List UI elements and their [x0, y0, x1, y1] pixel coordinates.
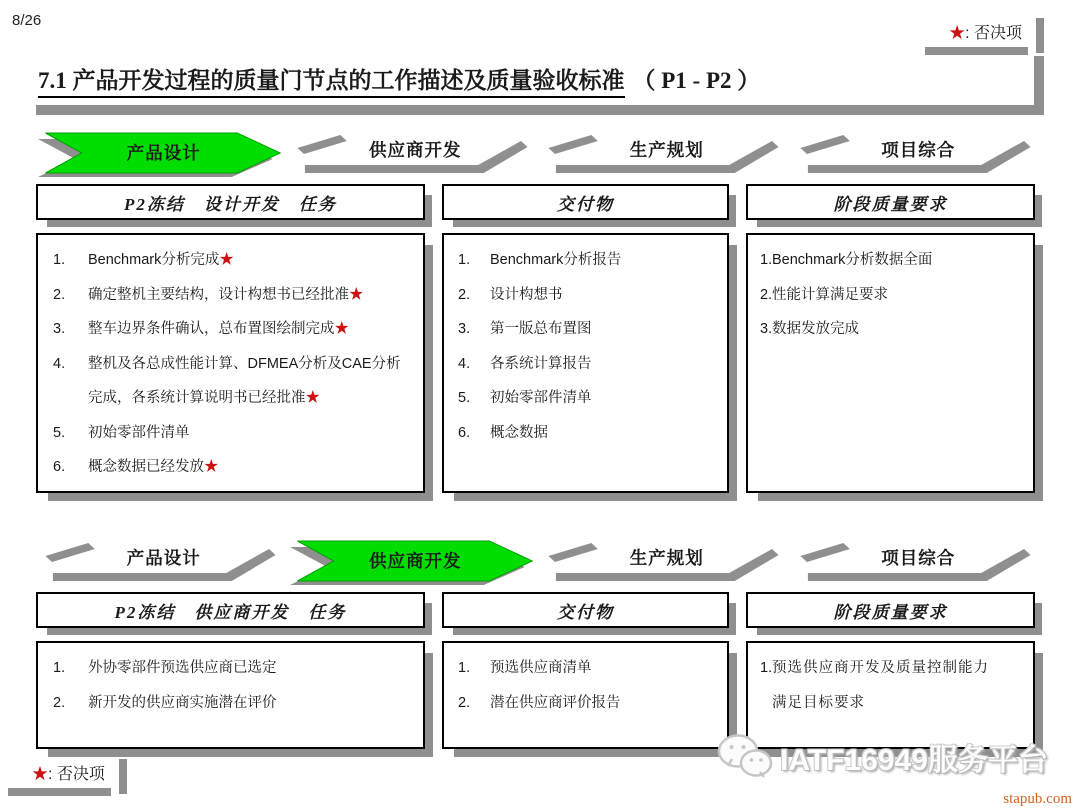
item-text: 外协零部件预选供应商已选定 [88, 660, 277, 676]
legend-separator: : [965, 25, 970, 42]
veto-star-icon: ★ [204, 459, 219, 475]
column [442, 184, 729, 493]
list-item [444, 243, 727, 278]
item-number: 4. [53, 355, 66, 372]
page-number: 8/26 [12, 12, 42, 29]
item-text: 整车边界条件确认，总布置图绘制完成★ [88, 321, 349, 337]
stage [38, 539, 290, 585]
list-item [444, 416, 727, 451]
list-item [444, 381, 727, 416]
stage-label: 项目综合 [881, 547, 956, 568]
list-item [748, 651, 1033, 720]
stage-label: 项目综合 [881, 139, 956, 160]
item-list [38, 243, 423, 485]
item-text: 新开发的供应商实施潜在评价 [88, 694, 277, 711]
item-number: 1. [760, 252, 773, 268]
stage [793, 131, 1045, 177]
column [442, 592, 729, 749]
item-text: 预选供应商清单 [490, 660, 592, 676]
title-text: 7.1 产品开发过程的质量门节点的工作描述及质量验收标准 [38, 68, 625, 98]
item-number: 2. [760, 286, 773, 303]
veto-star-icon: ★ [219, 252, 234, 268]
column-body [36, 233, 425, 493]
shadow-bar-bottom [925, 47, 1028, 55]
item-number: 2. [458, 286, 471, 303]
item-number: 2. [53, 694, 66, 711]
item-number: 4. [458, 355, 471, 372]
list-item [444, 312, 727, 347]
item-text: 初始零部件清单 [490, 390, 592, 406]
legend-separator: : [48, 766, 53, 783]
veto-star-icon: ★ [305, 390, 320, 406]
site-link: stapub.com [1003, 791, 1072, 807]
column [36, 184, 425, 493]
item-text: 概念数据 [490, 424, 548, 441]
veto-legend-bottom [22, 757, 119, 788]
star-icon: ★ [32, 766, 49, 783]
list-item [748, 312, 1033, 347]
list-item [38, 278, 423, 313]
item-number: 5. [53, 424, 66, 441]
quality-gate-section [0, 539, 1080, 749]
page-title [36, 56, 1044, 115]
columns [36, 592, 1080, 749]
shadow-bar-right [1036, 18, 1044, 53]
list-item [38, 347, 423, 416]
title-suffix: （ P1 - P2 ） [632, 68, 761, 93]
item-number: 1. [53, 660, 66, 676]
item-number: 2. [458, 694, 471, 711]
item-text: 第一版总布置图 [490, 321, 592, 337]
item-number: 5. [458, 390, 471, 406]
columns [36, 184, 1080, 493]
item-number: 1. [458, 660, 471, 676]
column-header: 阶段质量要求 [746, 184, 1035, 220]
list-item [38, 450, 423, 485]
stage [290, 539, 542, 585]
item-text: Benchmark分析完成★ [88, 252, 234, 268]
column-header: P2冻结 设计开发 任务 [36, 184, 425, 220]
item-list [444, 651, 727, 720]
list-item [38, 686, 423, 721]
stage [793, 539, 1045, 585]
item-list [38, 651, 423, 720]
item-text: 确定整机主要结构，设计构想书已经批准★ [88, 286, 364, 303]
watermark-text: IATF16949服务平台 [780, 744, 1048, 777]
list-item [748, 278, 1033, 313]
column-body [442, 641, 729, 749]
list-item [38, 651, 423, 686]
stage [541, 131, 793, 177]
list-item [748, 243, 1033, 278]
column-header: P2冻结 供应商开发 任务 [36, 592, 425, 628]
stage [290, 131, 542, 177]
stage [541, 539, 793, 585]
item-number: 3. [458, 321, 471, 337]
watermark [716, 732, 1048, 782]
column-header: 交付物 [442, 184, 729, 220]
item-list [748, 651, 1033, 720]
item-number: 3. [53, 321, 66, 337]
list-item [444, 651, 727, 686]
column-header: 交付物 [442, 592, 729, 628]
stage-label: 生产规划 [629, 547, 704, 568]
item-list [748, 243, 1033, 347]
column [746, 592, 1035, 749]
stage-label: 生产规划 [629, 139, 704, 160]
item-text: 各系统计算报告 [490, 355, 592, 372]
veto-star-icon: ★ [334, 321, 349, 337]
stage [38, 131, 290, 177]
list-item [38, 312, 423, 347]
item-text: 设计构想书 [490, 286, 563, 303]
item-number: 6. [458, 424, 471, 441]
item-list [444, 243, 727, 450]
item-text: 潜在供应商评价报告 [490, 694, 621, 711]
item-text: 概念数据已经发放★ [88, 459, 219, 475]
item-number: 1. [53, 252, 66, 268]
veto-legend-top [939, 16, 1036, 47]
list-item [444, 347, 727, 382]
item-number: 1. [760, 660, 773, 676]
item-text: 预选供应商开发及质量控制能力满足目标要求 [772, 660, 989, 711]
shadow-bar-bottom [8, 788, 111, 796]
column-header: 阶段质量要求 [746, 592, 1035, 628]
shadow-bar-right [119, 759, 127, 794]
column [36, 592, 425, 749]
veto-star-icon: ★ [349, 286, 364, 303]
column-body [442, 233, 729, 493]
stage-label: 产品设计 [126, 547, 201, 568]
item-text: Benchmark分析报告 [490, 252, 622, 268]
item-text: 性能计算满足要求 [772, 286, 888, 303]
list-item [444, 278, 727, 313]
item-number: 2. [53, 286, 66, 303]
item-number: 3. [760, 321, 773, 337]
column-body [746, 233, 1035, 493]
item-text: 初始零部件清单 [88, 424, 190, 441]
stage-label: 供应商开发 [369, 139, 462, 160]
item-text: 整机及各总成性能计算、DFMEA分析及CAE分析完成，各系统计算说明书已经批准★ [88, 355, 401, 406]
legend-label: 否决项 [973, 25, 1022, 42]
sections-container [0, 131, 1080, 795]
item-number: 6. [53, 459, 66, 475]
wechat-icon [716, 732, 774, 782]
stage-flow [38, 131, 1044, 177]
stage-label: 产品设计 [126, 142, 201, 163]
item-number: 1. [458, 252, 471, 268]
list-item [444, 686, 727, 721]
legend-label: 否决项 [56, 766, 105, 783]
quality-gate-section [0, 131, 1080, 493]
stage-flow [38, 539, 1044, 585]
list-item [38, 243, 423, 278]
list-item [38, 416, 423, 451]
stage-label: 供应商开发 [369, 550, 462, 571]
item-text: 数据发放完成 [772, 321, 859, 337]
column [746, 184, 1035, 493]
star-icon: ★ [949, 25, 966, 42]
column-body [36, 641, 425, 749]
item-text: Benchmark分析数据全面 [772, 252, 933, 268]
